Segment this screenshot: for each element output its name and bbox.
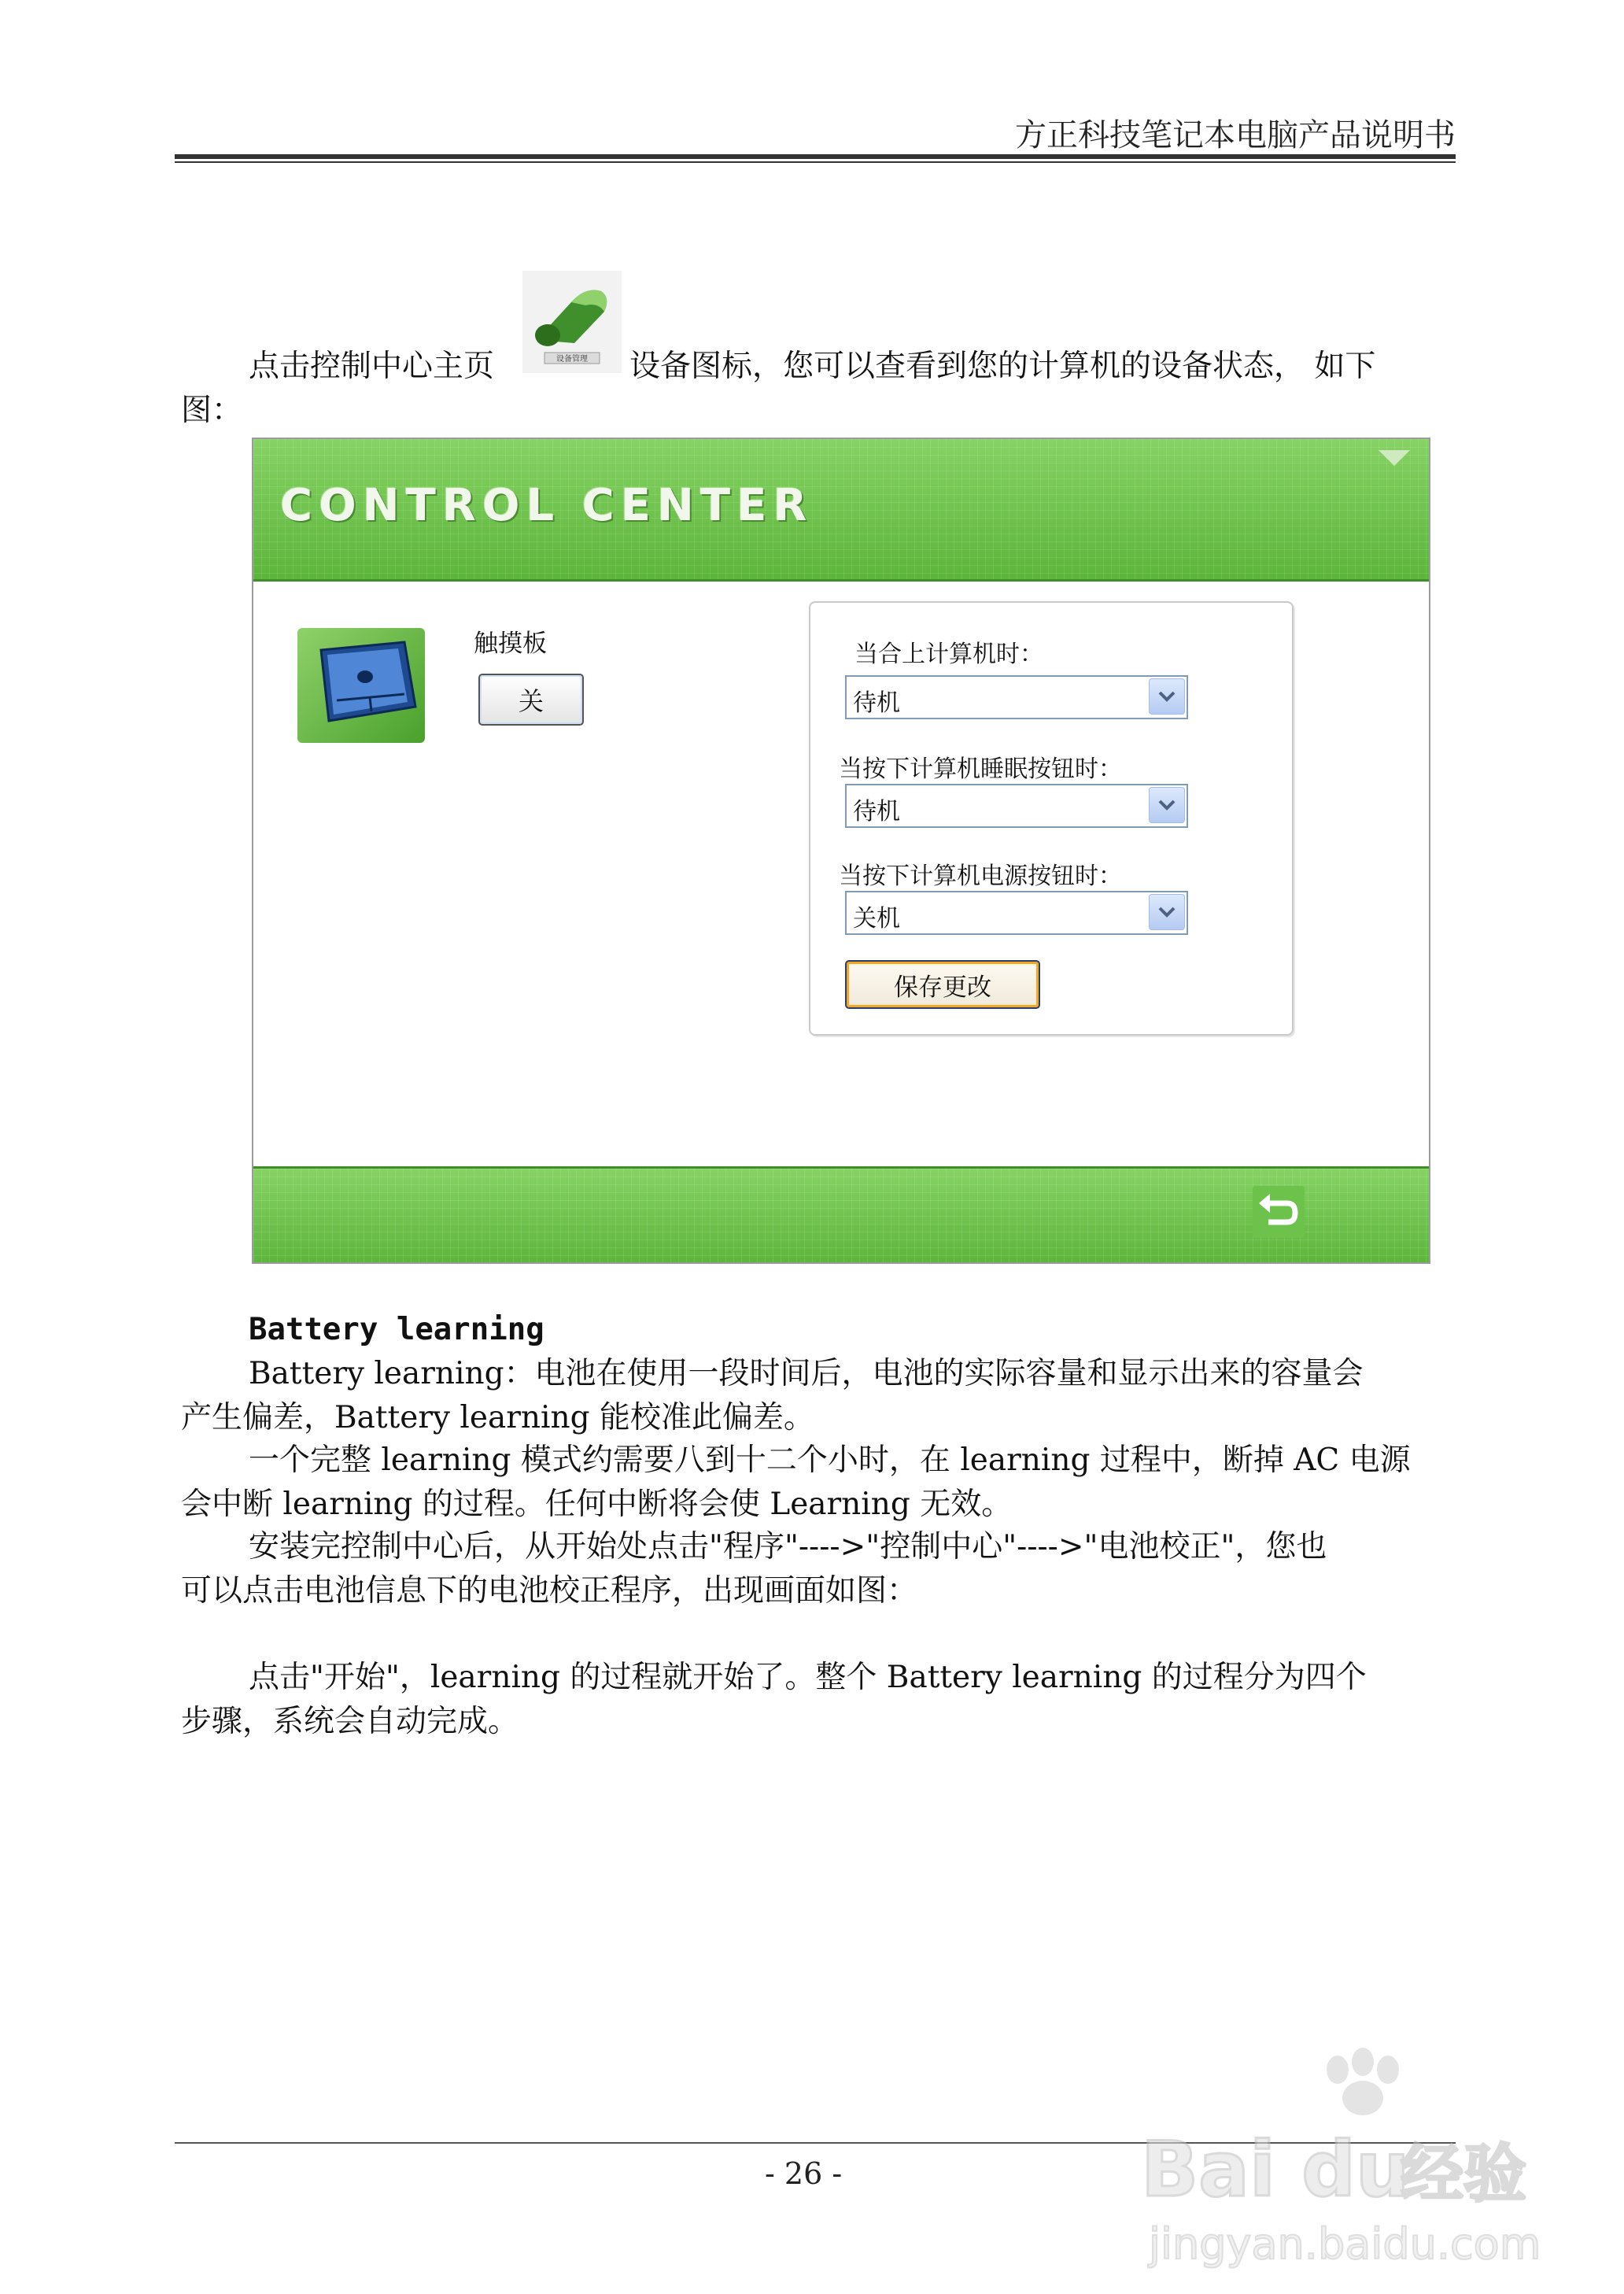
chevron-down-icon[interactable] bbox=[1149, 894, 1185, 930]
lid-close-label: 当合上计算机时： bbox=[854, 641, 1043, 668]
touchpad-toggle-button[interactable]: 关 bbox=[478, 674, 584, 726]
window-title: CONTROL CENTER bbox=[280, 480, 814, 531]
paragraph-2-line-2: 会中断 learning 的过程。任何中断将会使 Learning 无效。 bbox=[181, 1487, 1013, 1522]
intro-text-line2: 图： bbox=[181, 393, 243, 428]
paragraph-1-line-2: 产生偏差，Battery learning 能校准此偏差。 bbox=[181, 1400, 814, 1435]
svg-text:jingyan.baidu.com: jingyan.baidu.com bbox=[1149, 2219, 1541, 2269]
power-button-select[interactable] bbox=[845, 891, 1188, 935]
paragraph-2-line-1: 一个完整 learning 模式约需要八到十二个小时，在 learning 过程中，断掉 AC 电源 bbox=[249, 1443, 1411, 1478]
header-rule-thin bbox=[175, 161, 1456, 163]
chevron-down-icon[interactable] bbox=[1149, 678, 1185, 715]
lid-close-value: 待机 bbox=[853, 689, 900, 717]
menu-dropdown-icon[interactable] bbox=[1379, 450, 1410, 466]
document-header-title: 方正科技笔记本电脑产品说明书 bbox=[1015, 117, 1456, 153]
paragraph-1-line-1: Battery learning：电池在使用一段时间后，电池的实际容量和显示出来的容量会 bbox=[249, 1356, 1364, 1391]
return-arrow-icon bbox=[1253, 1186, 1305, 1238]
sleep-button-select[interactable] bbox=[845, 784, 1188, 828]
window-bottom-bar bbox=[253, 1166, 1429, 1264]
svg-text:Bai du: Bai du bbox=[1141, 2126, 1410, 2214]
paragraph-3-line-1: 安装完控制中心后，从开始处点击"程序"---->"控制中心"---->"电池校正"，您也 bbox=[249, 1529, 1327, 1564]
sleep-button-label: 当按下计算机睡眠按钮时： bbox=[839, 755, 1122, 783]
lid-close-select[interactable] bbox=[845, 675, 1188, 719]
intro-text-before-icon: 点击控制中心主页 bbox=[249, 349, 495, 384]
paragraph-4-line-2: 步骤，系统会自动完成。 bbox=[181, 1704, 519, 1739]
svg-text:经验: 经验 bbox=[1401, 2137, 1526, 2211]
control-center-window bbox=[252, 438, 1430, 1264]
touchpad-label: 触摸板 bbox=[474, 630, 547, 658]
touchpad-icon bbox=[297, 628, 425, 743]
intro-text-after-icon: 设备图标，您可以查看到您的计算机的设备状态， 如下 bbox=[629, 349, 1376, 384]
page-number: - 26 - bbox=[765, 2156, 843, 2191]
sleep-button-value: 待机 bbox=[853, 798, 900, 826]
window-title-bar bbox=[253, 439, 1429, 582]
chevron-down-icon[interactable] bbox=[1149, 787, 1185, 823]
paragraph-4-line-1: 点击"开始"，learning 的过程就开始了。整个 Battery learning 的过程分为四个 bbox=[249, 1660, 1367, 1695]
header-rule bbox=[175, 154, 1456, 159]
back-button[interactable] bbox=[1253, 1186, 1305, 1238]
section-heading: Battery learning bbox=[249, 1312, 544, 1347]
device-management-icon bbox=[522, 271, 622, 373]
svg-text:设备管理: 设备管理 bbox=[556, 355, 588, 364]
power-settings-panel bbox=[809, 601, 1294, 1036]
baidu-jingyan-watermark bbox=[1117, 2038, 1558, 2274]
power-button-value: 关机 bbox=[853, 905, 900, 933]
save-changes-button[interactable]: 保存更改 bbox=[845, 960, 1040, 1009]
paragraph-3-line-2: 可以点击电池信息下的电池校正程序，出现画面如图： bbox=[181, 1573, 918, 1609]
power-button-label: 当按下计算机电源按钮时： bbox=[839, 863, 1122, 890]
